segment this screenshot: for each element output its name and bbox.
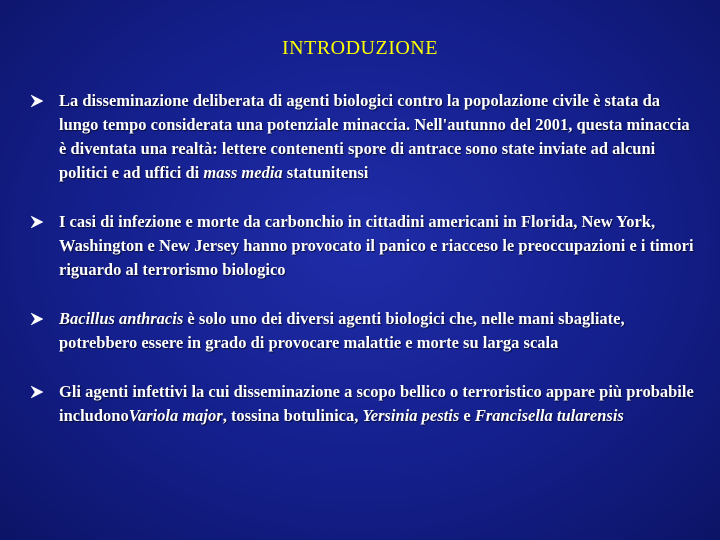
bullet-item-1 (30, 89, 695, 185)
bullet-4-text-2: , tossina botulinica, (222, 406, 363, 425)
bullet-3-text: è solo uno dei diversi agenti biologici che, nelle mani sbagliate, potrebbero essere in grado di provocare malattie e morte su larga scala (59, 309, 625, 352)
arrow-bullet-icon (30, 307, 48, 331)
bullet-3-italic-term: Bacillus anthracis (59, 309, 184, 328)
bullet-4-text: Gli agenti infettivi la cui disseminazione a scopo bellico o terroristico appare più probabile includono (59, 382, 694, 425)
bullet-2-text: I casi di infezione e morte da carbonchio in cittadini americani in Florida, New York, Washington e New Jersey hanno provocato il panico e riacceso le preoccupazioni e i timori riguardo al terrorismo biologico (59, 212, 694, 279)
slide-title: INTRODUZIONE (282, 37, 438, 59)
bullet-item-4 (30, 380, 695, 428)
arrow-bullet-icon (30, 89, 48, 113)
bullet-4-text-3: e (459, 406, 475, 425)
bullet-4-italic-term-1: Variola major (128, 406, 223, 425)
bullet-item-3 (30, 307, 695, 355)
bullet-list (30, 89, 695, 428)
bullet-4-italic-term-3: Francisella tularensis (474, 406, 624, 425)
bullet-1-text: La disseminazione deliberata di agenti biologici contro la popolazione civile è stata da lungo tempo considerata una potenziale minaccia. Nell'autunno del 2001, questa minaccia è diventata una realtà: lettere contenenti spore di antrace sono state inviate ad alcuni politici e ad uffici di (59, 91, 690, 182)
arrow-bullet-icon (30, 380, 48, 404)
bullet-1-text-end: statunitensi (282, 163, 369, 182)
bullet-4-italic-term-2: Yersinia pestis (362, 406, 460, 425)
arrow-bullet-icon (30, 210, 48, 234)
bullet-item-2 (30, 210, 695, 282)
bullet-1-italic-term: mass media (203, 163, 283, 182)
